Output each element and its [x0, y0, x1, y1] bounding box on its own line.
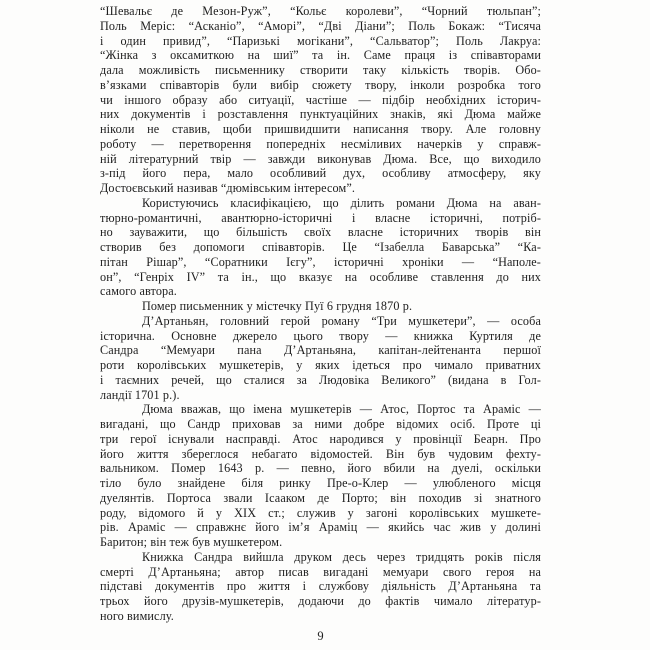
text-line: з-під його пера, мало особливий дух, особливу атмосферу, яку — [100, 166, 541, 181]
text-line: ного вимислу. — [100, 608, 174, 623]
text-line: Користуючись класифікацією, що ділить романи Дюма на аван- — [142, 195, 541, 210]
text-line: но зауважити, що більшість своїх власне історичних творів він — [100, 225, 541, 240]
text-line: роти королівських мушкетерів, у яких ідеться про чимало приватних — [100, 358, 541, 372]
page-text — [100, 4, 541, 624]
text-line: Дюма вважав, що імена мушкетерів — Атос, Портос та Араміс — — [142, 402, 541, 417]
text-line: трьох його друзів-мушкетерів, додаючи до фактів чимало літератур- — [100, 594, 541, 608]
text-line: “Шевальє де Мезон-Руж”, “Кольє королеви”, “Чорний тюльпан”; — [100, 4, 541, 18]
text-line: самого автора. — [100, 284, 177, 299]
text-line: дала можливість письменнику створити таку кількість творів. Обо- — [100, 63, 541, 77]
text-line: тюрно-романтичні, авантюрно-історичні і власне історичні, потріб- — [100, 210, 541, 225]
paragraph — [100, 550, 541, 624]
text-line: і таємних речей, що сталися за Людовіка Великого” (видана в Гол- — [100, 372, 541, 387]
text-line: роботу — перетворення попередніх несміливих начерків у справж- — [100, 136, 541, 151]
text-line: Сандра “Мемуари пана Д’Артаньяна, капітан-лейтенанта першої — [100, 343, 541, 358]
paragraph — [100, 314, 541, 403]
text-line: три герої існували насправді. Атос народився у провінції Беарн. Про — [100, 431, 541, 446]
text-line: дуелянтів. Портоса звали Ісааком де Порто; він походив зі знатного — [100, 490, 541, 505]
text-line: вальником. Помер 1643 р. — певно, його вбили на дуелі, оскільки — [100, 461, 541, 476]
text-line: рів. Араміс — справжнє його ім’я Араміц — якийсь час жив у долині — [100, 520, 541, 535]
paragraph — [100, 4, 541, 196]
text-line: ніколи не ставив, щоби пришвидшити написання твору. Але головну — [100, 122, 541, 136]
text-line: і один привид”, “Паризькі могікани”, “Сальватор”; Поль Лакруа: — [100, 33, 541, 48]
text-line: “Жінка з оксамиткою на шиї” та ін. Саме праця із співавторами — [100, 48, 541, 63]
text-line: чи іншого образу або ситуації, частіше — підбір необхідних історич- — [100, 92, 541, 107]
text-line: них документів і розставлення пунктуаційних знаків, які Дюма майже — [100, 107, 541, 122]
page-number: 9 — [317, 629, 324, 643]
text-line: в’язками співавторів були вибір сюжету твору, інколи розробка того — [100, 77, 541, 92]
text-line: Баритон; він теж був мушкетером. — [100, 535, 283, 549]
text-line: підставі документів про життя і службову діяльність Д’Артаньяна та — [100, 579, 541, 594]
text-line: тіло було знайдене біля ринку Пре-о-Клер — улюбленого місця — [100, 476, 541, 490]
text-line: його життя збереглося небагато відомостей. Він був чудовим фехту- — [100, 446, 541, 461]
text-line: історична. Основне джерело цього твору — книжка Куртиля де — [100, 328, 541, 343]
paragraph — [100, 196, 541, 299]
text-line: роду, відомого й у XIX ст.; служив у загоні королівських мушкете- — [100, 505, 541, 520]
text-line: Книжка Сандра вийшла друком десь через тридцять років після — [142, 549, 541, 564]
text-line: створив без допомоги співавторів. Це “Ізабелла Баварська” “Ка- — [100, 240, 541, 254]
text-line: пітан Рішар”, “Соратники Ієгу”, історичні хроніки — “Наполе- — [100, 254, 541, 269]
paragraph — [100, 402, 541, 550]
text-line: Помер письменник у містечку Пуї 6 грудня 1870 р. — [142, 299, 413, 313]
text-line: ній літературний твір — завжди виконував Дюма. Все, що виходило — [100, 151, 541, 166]
text-line: Поль Меріс: “Асканіо”, “Аморі”, “Дві Діани”; Поль Бокаж: “Тисяча — [100, 18, 541, 33]
text-line: смерті Д’Артаньяна; автор писав вигадані мемуари свого героя на — [100, 564, 541, 579]
text-line: он”, “Генріх IV” та ін., що вказує на особливе ставлення до них — [100, 269, 541, 284]
paragraph — [100, 299, 541, 314]
text-line: ландії 1701 р.). — [100, 387, 180, 402]
text-line: Достоєвський називав “дюмівським інтересом”. — [100, 181, 356, 195]
text-line: вигадані, що Сандр приховав за ними добре відомих осіб. Проте ці — [100, 417, 541, 431]
text-line: Д’Артаньян, головний герой роману “Три мушкетери”, — особа — [142, 313, 541, 328]
